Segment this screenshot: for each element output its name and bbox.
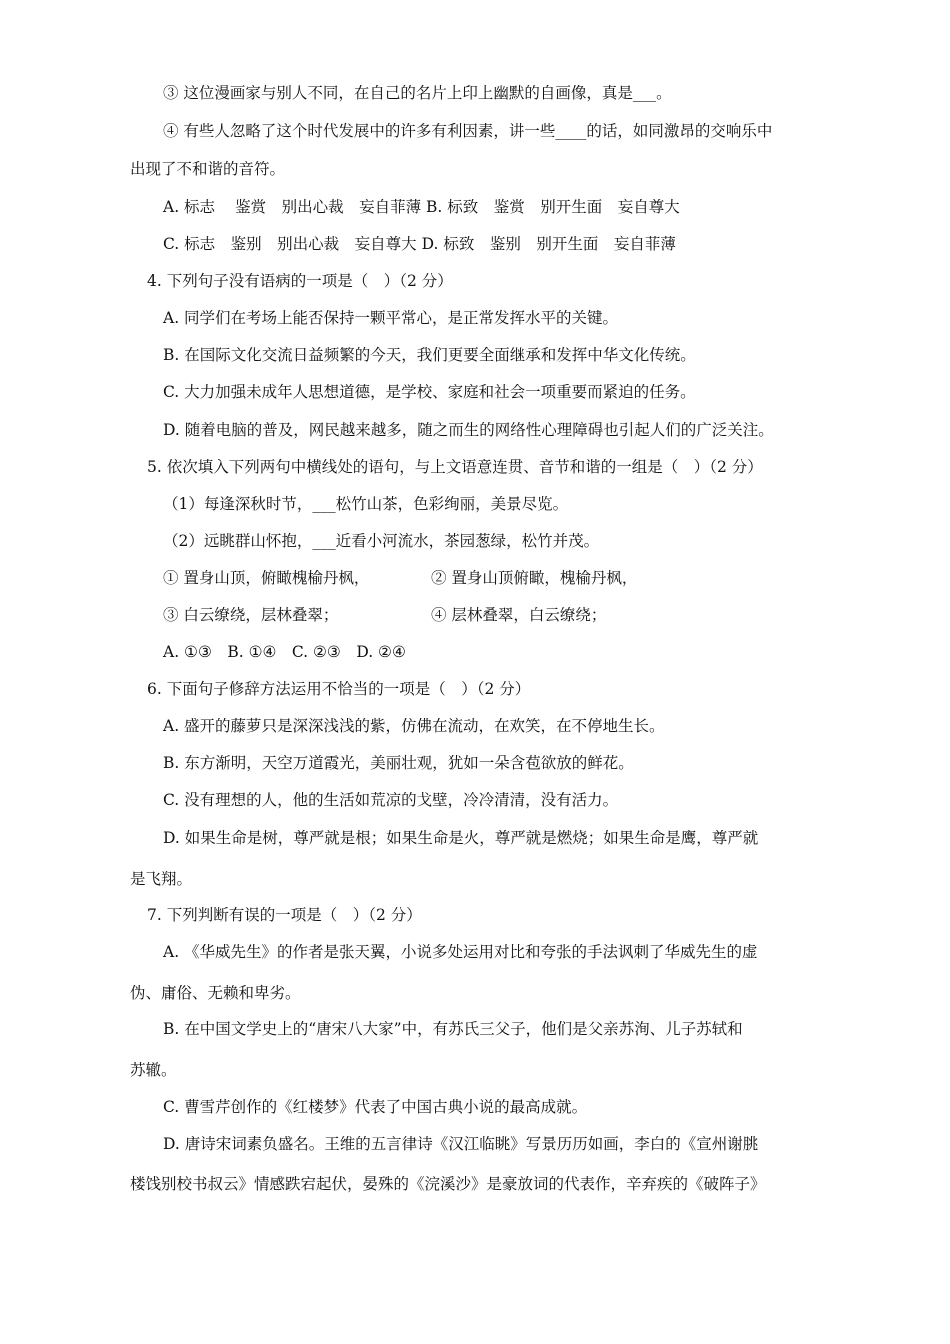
q7-stem: 7. 下列判断有误的一项是（ ）（2 分） <box>147 906 422 924</box>
q3-options-cd <box>163 233 676 255</box>
q5-sentence-2: （2）远眺群山怀抱，___近看小河流水，茶园葱绿，松竹并茂。 <box>163 532 600 550</box>
q4-option-a: A. 同学们在考场上能否保持一颗平常心，是正常发挥水平的关键。 <box>163 309 619 327</box>
q3-options-ab <box>163 196 680 218</box>
q3-option-a-rest: 鉴赏 别出心裁 妄自菲薄 <box>235 198 422 216</box>
q7-option-d-cont: 楼饯别校书叔云》情感跌宕起伏，晏殊的《浣溪沙》是豪放词的代表作，辛弃疾的《破阵子》 <box>130 1175 766 1193</box>
q4-option-d: D. 随着电脑的普及，网民越来越多，随之而生的网络性心理障碍也引起人们的广泛关注。 <box>163 421 774 439</box>
q7-option-a: A. 《华威先生》的作者是张天翼，小说多处运用对比和夸张的手法讽刺了华威先生的虚 <box>163 943 758 961</box>
q5-options: A. ①③ B. ①④ C. ②③ D. ②④ <box>163 643 406 661</box>
q5-choices-12 <box>163 567 637 589</box>
q7-option-c: C. 曹雪芹创作的《红楼梦》代表了中国古典小说的最高成就。 <box>163 1098 588 1116</box>
q7-option-b: B. 在中国文学史上的“唐宋八大家”中，有苏氏三父子，他们是父亲苏洵、儿子苏轼和 <box>163 1020 743 1038</box>
q3-option-c: C. 标志 鉴别 别出心裁 妄自尊大 <box>163 235 417 253</box>
q3-option-b: B. 标致 鉴赏 别开生面 妄自尊大 <box>426 198 680 216</box>
q7-option-a-cont: 伪、庸俗、无赖和卑劣。 <box>130 984 301 1002</box>
q6-option-b: B. 东方渐明，天空万道霞光，美丽壮观，犹如一朵含苞欲放的鲜花。 <box>163 754 634 772</box>
q6-stem: 6. 下面句子修辞方法运用不恰当的一项是（ ）（2 分） <box>147 680 531 698</box>
q6-option-c: C. 没有理想的人，他的生活如荒凉的戈壁，冷冷清清，没有活力。 <box>163 791 619 809</box>
q6-option-a: A. 盛开的藤萝只是深深浅浅的紫，仿佛在流动，在欢笑，在不停地生长。 <box>163 717 665 735</box>
q5-choice-3: ③ 白云缭绕，层林叠翠； <box>163 606 339 624</box>
q5-choice-2: ② 置身山顶俯瞰，槐榆丹枫， <box>431 569 638 587</box>
q4-stem: 4. 下列句子没有语病的一项是（ ）（2 分） <box>147 272 453 290</box>
q7-option-d: D. 唐诗宋词素负盛名。王维的五言律诗《汉江临眺》写景历历如画，李白的《宣州谢朓 <box>163 1135 759 1153</box>
q6-option-d: D. 如果生命是树，尊严就是根；如果生命是火，尊严就是燃烧；如果生命是鹰，尊严就 <box>163 829 759 847</box>
q4-option-b: B. 在国际文化交流日益频繁的今天，我们更要全面继承和发挥中华文化传统。 <box>163 346 696 364</box>
q7-option-b-cont: 苏辙。 <box>130 1061 177 1079</box>
q3-option-d: D. 标致 鉴别 别开生面 妄自菲薄 <box>421 235 676 253</box>
q3-option-a: A. 标志 <box>163 198 216 216</box>
q3-item-4: ④ 有些人忽略了这个时代发展中的许多有利因素，讲一些____的话，如同激昂的交响乐中 <box>163 122 773 140</box>
q5-choice-1: ① 置身山顶，俯瞰槐榆丹枫， <box>163 569 370 587</box>
q3-item-3: ③ 这位漫画家与别人不同，在自己的名片上印上幽默的自画像，真是___。 <box>163 84 672 102</box>
q5-choice-4: ④ 层林叠翠，白云缭绕； <box>431 606 607 624</box>
q5-stem: 5. 依次填入下列两句中横线处的语句，与上文语意连贯、音节和谐的一组是（ ）（2 分） <box>147 458 763 476</box>
q6-option-d-cont: 是飞翔。 <box>130 870 193 888</box>
q5-choices-34 <box>163 604 606 626</box>
q4-option-c: C. 大力加强未成年人思想道德，是学校、家庭和社会一项重要而紧迫的任务。 <box>163 383 696 401</box>
q3-item-4-cont: 出现了不和谐的音符。 <box>130 160 286 178</box>
q5-sentence-1: （1）每逢深秋时节，___松竹山茶，色彩绚丽，美景尽览。 <box>163 495 569 513</box>
